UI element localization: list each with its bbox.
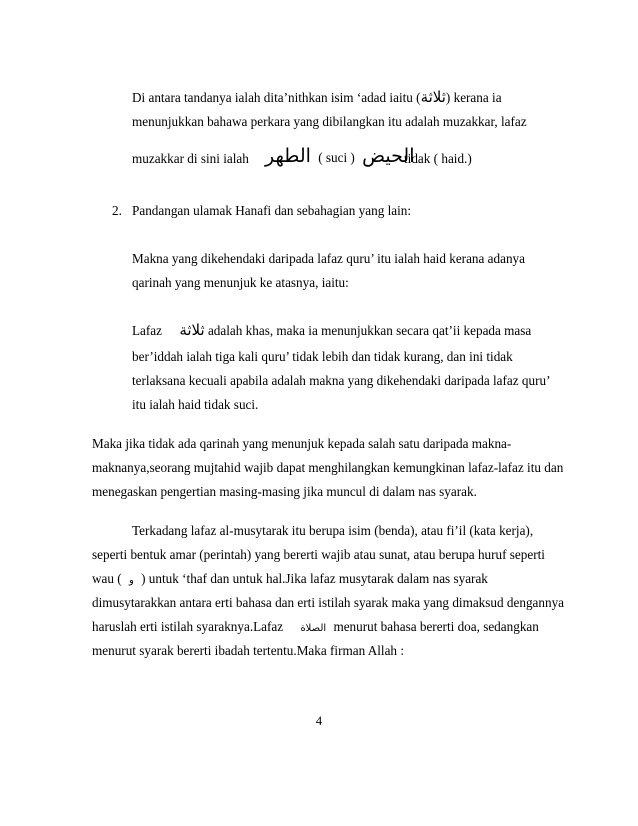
item2-p1-line1: Makna yang dikehendaki daripada lafaz quru’ itu ialah haid kerana adanya [132, 251, 526, 266]
arabic-thalathah: ثلاثة [420, 88, 446, 106]
arabic-al-tuhr: الطهر [265, 145, 311, 167]
para1-line3-arabic-group: الطهر ( suci ) الحيض [265, 145, 415, 167]
para2-line1: Maka jika tidak ada qarinah yang menunjuk kepada salah satu daripada makna- [92, 436, 512, 451]
para3-line4: dimusytarakkan antara erti bahasa dan erti istilah syarak maka yang dimaksud dengannya [92, 595, 565, 610]
para3-line6: menurut syarak bererti ibadah tertentu.Maka firman Allah : [92, 643, 404, 658]
para3-line3: wau ( و ) untuk ‘thaf dan untuk hal.Jika lafaz musytarak dalam nas syarak [92, 571, 488, 586]
para2-line2: maknanya,seorang mujtahid wajib dapat menghilangkan kemungkinan lafaz-lafaz itu dan [92, 460, 564, 475]
item2-heading: Pandangan ulamak Hanafi dan sebahagian yang lain: [132, 203, 412, 218]
item2-p2-line3: terlaksana kecuali apabila adalah makna yang dikehendaki daripada lafaz quru’ [132, 373, 551, 388]
para1-line3-end: tidak ( haid.) [404, 151, 472, 166]
arabic-al-salah: الصلاة [300, 623, 327, 634]
arabic-al-haid: الحيض [362, 145, 415, 167]
item2-p2-line2: ber’iddah ialah tiga kali quru’ tidak lebih dan tidak kurang, dan ini tidak [132, 349, 513, 364]
para3-line1: Terkadang lafaz al-musytarak itu berupa isim (benda), atau fi’il (kata kerja), [132, 523, 534, 538]
page-number: 4 [315, 714, 323, 728]
para1-line3: muzakkar di sini ialah [132, 151, 249, 166]
item2-p2-line1: Lafaz ثلاثة adalah khas, maka ia menunjukkan secara qat’ii kepada masa [132, 321, 532, 339]
list-number-2: 2. [112, 203, 122, 218]
para1-line1: Di antara tandanya ialah dita’nithkan isim ‘adad iaitu (ثلاثة) kerana ia [132, 88, 502, 106]
arabic-wau: و [128, 575, 134, 586]
para3-line5: haruslah erti istilah syaraknya.Lafaz الصلاة menurut bahasa bererti doa, sedangkan [92, 619, 539, 634]
para3-line2: seperti bentuk amar (perintah) yang bererti wajib atau sunat, atau berupa huruf seperti [92, 547, 545, 562]
item2-p2-line4: itu ialah haid tidak suci. [132, 397, 259, 412]
para2-line3: menegaskan pengertian masing-masing jika muncul di dalam nas syarak. [92, 484, 477, 499]
para1-line2: menunjukkan bahawa perkara yang dibilangkan itu adalah muzakkar, lafaz [132, 114, 527, 129]
arabic-thalathah: ثلاثة [179, 321, 205, 339]
item2-p1-line2: qarinah yang menunjuk ke atasnya, iaitu: [132, 275, 349, 290]
